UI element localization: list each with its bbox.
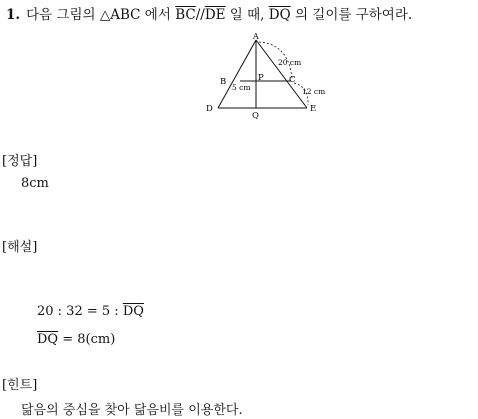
label-length-ac: 20 cm bbox=[278, 58, 302, 67]
problem-text-after: 의 길이를 구하여라. bbox=[290, 7, 413, 23]
label-e: E bbox=[310, 104, 317, 114]
label-q: Q bbox=[252, 111, 259, 121]
label-p: P bbox=[258, 73, 264, 83]
hint-label: [힌트] bbox=[2, 378, 38, 393]
hint-text: 닮음의 중심을 찾아 닮음비를 이용한다. bbox=[21, 403, 243, 418]
result-text: = 8(cm) bbox=[58, 332, 116, 347]
explanation-line-1 bbox=[37, 304, 144, 319]
result-segment-dq: $\overline{DQ}$ bbox=[37, 332, 59, 347]
triangle-figure bbox=[203, 32, 333, 122]
problem-statement bbox=[6, 3, 412, 23]
segment-dq: $\overline{DQ}$ bbox=[268, 7, 291, 23]
label-d: D bbox=[206, 104, 213, 114]
problem-number: 1. bbox=[6, 7, 21, 23]
answer-label: [정답] bbox=[2, 154, 38, 169]
parallel-symbol: // bbox=[195, 7, 205, 23]
segment-bc: $\overline{BC}$ bbox=[175, 7, 196, 23]
answer-value: 8cm bbox=[21, 176, 49, 191]
side-ad bbox=[218, 40, 256, 108]
label-c: C bbox=[289, 75, 296, 85]
label-length-ce: 12 cm bbox=[302, 87, 326, 96]
label-a: A bbox=[253, 32, 259, 41]
label-length-bp: 5 cm bbox=[232, 83, 251, 92]
problem-text-before: 다음 그림의 △ABC 에서 bbox=[26, 7, 176, 23]
problem-text-middle: 일 때, bbox=[225, 7, 269, 23]
explanation-line-2 bbox=[37, 332, 115, 347]
ratio-text: 20 : 32 = 5 : bbox=[37, 304, 123, 319]
ratio-segment-dq: $\overline{DQ}$ bbox=[122, 304, 144, 319]
explanation-label: [해설] bbox=[2, 240, 38, 255]
segment-de: $\overline{DE}$ bbox=[204, 7, 226, 23]
label-b: B bbox=[220, 77, 227, 87]
